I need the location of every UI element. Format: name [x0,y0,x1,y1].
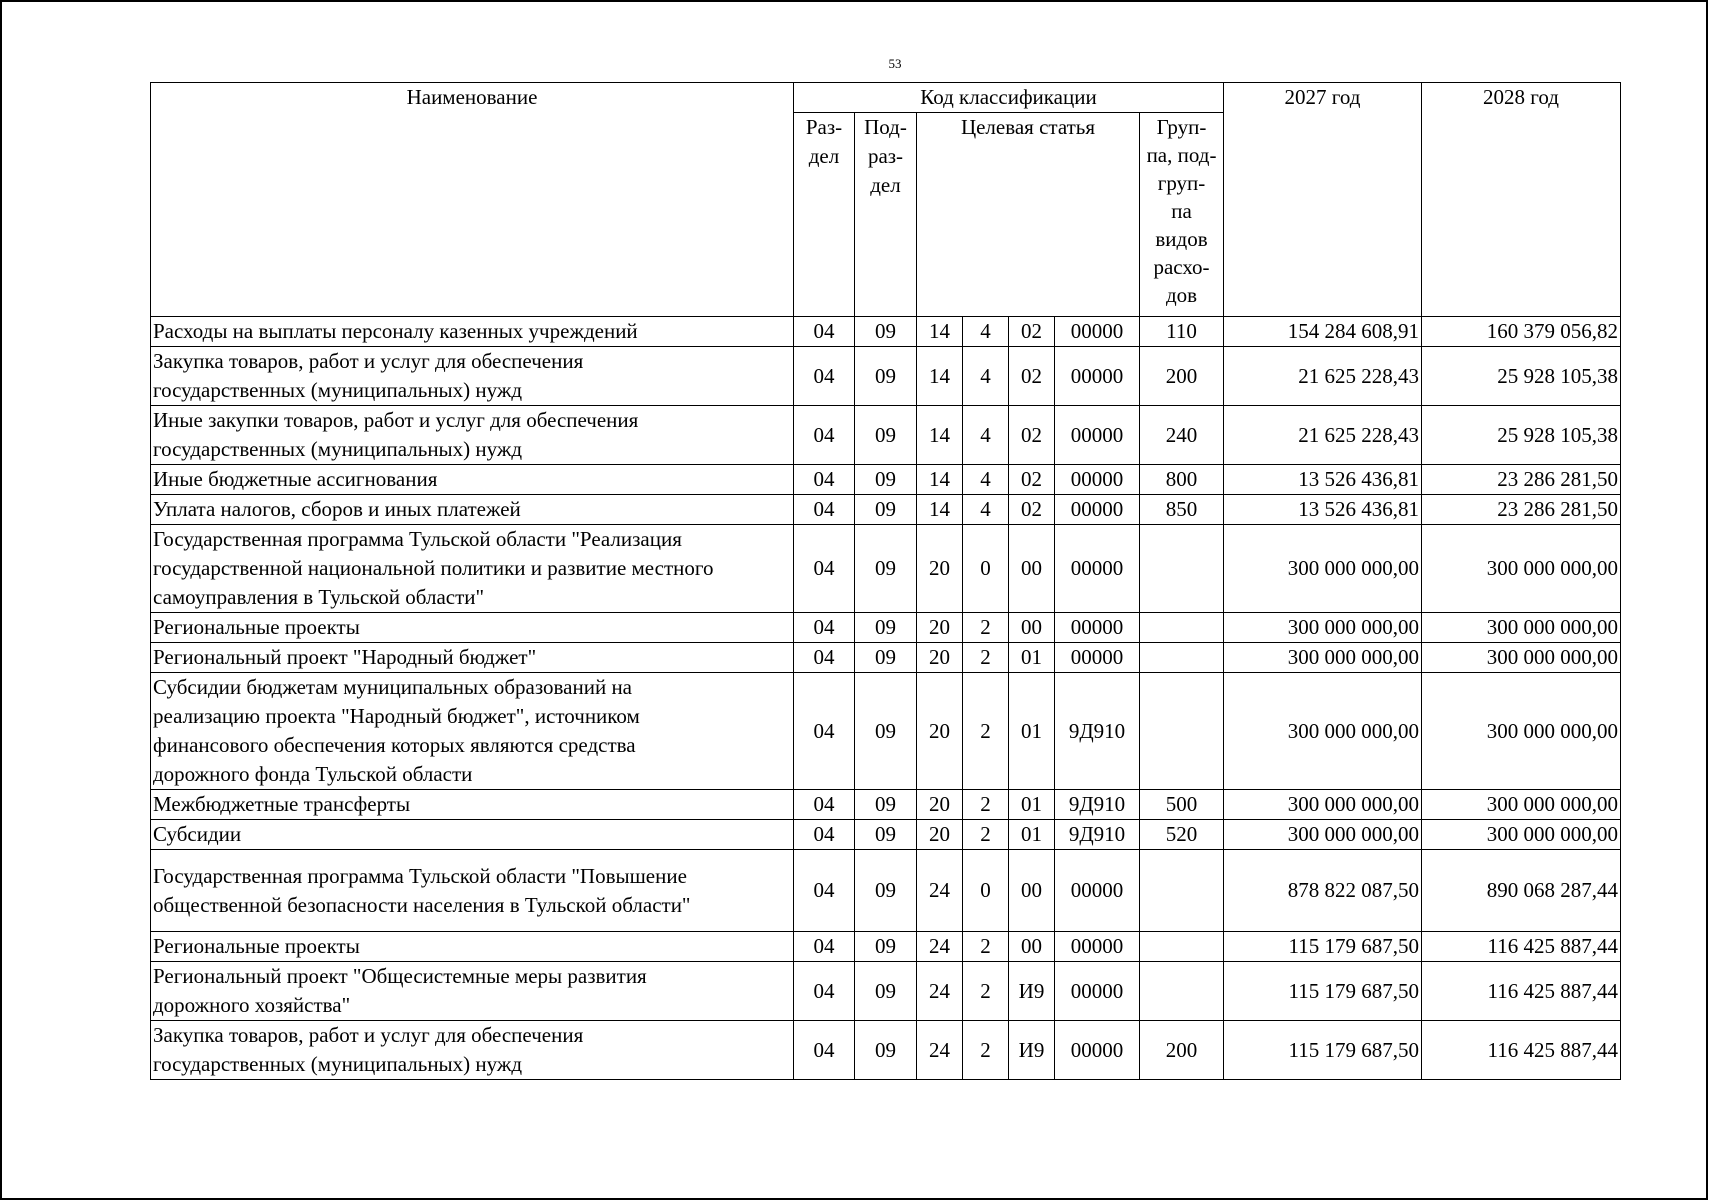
row-target-program-cell: 14 [917,317,963,347]
row-razdel-cell: 04 [794,317,855,347]
row-expense-group-cell [1140,643,1224,673]
row-2027-cell: 21 625 228,43 [1224,347,1422,406]
row-2028-cell: 23 286 281,50 [1422,465,1621,495]
row-target-program-cell: 20 [917,820,963,850]
row-target-direction-cell: 00000 [1055,1021,1140,1080]
row-expense-group-cell [1140,613,1224,643]
col-podrazdel-header: Под- раз- дел [855,113,917,317]
row-razdel-cell: 04 [794,1021,855,1080]
row-name-cell: Региональный проект "Народный бюджет" [151,643,794,673]
row-podrazdel-cell: 09 [855,525,917,613]
row-expense-group-cell [1140,962,1224,1021]
row-podrazdel-cell: 09 [855,495,917,525]
row-2027-cell: 21 625 228,43 [1224,406,1422,465]
row-2027-cell: 13 526 436,81 [1224,495,1422,525]
row-target-direction-cell: 00000 [1055,850,1140,932]
row-target-type-cell: 2 [963,932,1009,962]
row-target-subprogram-cell: 01 [1009,643,1055,673]
row-target-type-cell: 4 [963,495,1009,525]
row-target-subprogram-cell: 00 [1009,932,1055,962]
row-expense-group-cell: 240 [1140,406,1224,465]
row-podrazdel-cell: 09 [855,406,917,465]
row-razdel-cell: 04 [794,613,855,643]
row-expense-group-cell: 200 [1140,347,1224,406]
row-podrazdel-cell: 09 [855,820,917,850]
row-target-program-cell: 24 [917,850,963,932]
row-target-direction-cell: 00000 [1055,495,1140,525]
row-expense-group-cell: 200 [1140,1021,1224,1080]
table-row [151,820,1621,850]
row-expense-group-cell: 850 [1140,495,1224,525]
row-target-direction-cell: 9Д910 [1055,820,1140,850]
row-target-direction-cell: 9Д910 [1055,673,1140,790]
row-2027-cell: 300 000 000,00 [1224,525,1422,613]
row-target-direction-cell: 9Д910 [1055,790,1140,820]
row-target-program-cell: 24 [917,1021,963,1080]
row-name-cell: Субсидии бюджетам муниципальных образований на реализацию проекта "Народный бюджет", источником финансового обеспечения которых являются средства дорожного фонда Тульской области [151,673,794,790]
col-code-group-header: Код классификации [794,83,1224,113]
row-target-direction-cell: 00000 [1055,643,1140,673]
row-name-cell: Региональные проекты [151,932,794,962]
row-podrazdel-cell: 09 [855,347,917,406]
row-2027-cell: 115 179 687,50 [1224,932,1422,962]
row-target-program-cell: 20 [917,525,963,613]
row-expense-group-cell: 800 [1140,465,1224,495]
row-podrazdel-cell: 09 [855,317,917,347]
row-target-type-cell: 4 [963,465,1009,495]
row-target-type-cell: 0 [963,850,1009,932]
row-razdel-cell: 04 [794,932,855,962]
row-expense-group-cell [1140,932,1224,962]
table-row [151,465,1621,495]
row-target-subprogram-cell: 00 [1009,525,1055,613]
col-expense-group-header: Груп- па, под- груп- па видов расхо- дов [1140,113,1224,317]
table-row [151,850,1621,932]
row-2028-cell: 300 000 000,00 [1422,820,1621,850]
row-target-subprogram-cell: 02 [1009,495,1055,525]
row-target-program-cell: 20 [917,673,963,790]
row-2028-cell: 300 000 000,00 [1422,790,1621,820]
table-header [151,83,1621,317]
table-row [151,347,1621,406]
row-target-program-cell: 20 [917,790,963,820]
row-2028-cell: 300 000 000,00 [1422,673,1621,790]
row-razdel-cell: 04 [794,465,855,495]
row-target-program-cell: 14 [917,406,963,465]
row-name-cell: Иные бюджетные ассигнования [151,465,794,495]
table-row [151,673,1621,790]
row-name-cell: Уплата налогов, сборов и иных платежей [151,495,794,525]
row-2027-cell: 115 179 687,50 [1224,962,1422,1021]
row-target-direction-cell: 00000 [1055,317,1140,347]
row-2027-cell: 115 179 687,50 [1224,1021,1422,1080]
row-2027-cell: 154 284 608,91 [1224,317,1422,347]
row-podrazdel-cell: 09 [855,932,917,962]
table-body [151,317,1621,1080]
budget-table [150,82,1621,1080]
row-name-cell: Государственная программа Тульской области "Повышение общественной безопасности населения в Тульской области" [151,850,794,932]
header-row-1 [151,83,1621,113]
row-name-cell: Субсидии [151,820,794,850]
row-2028-cell: 160 379 056,82 [1422,317,1621,347]
col-name-header: Наименование [151,83,794,317]
table-row [151,962,1621,1021]
row-2028-cell: 300 000 000,00 [1422,525,1621,613]
row-target-type-cell: 4 [963,406,1009,465]
row-target-program-cell: 14 [917,465,963,495]
row-name-cell: Расходы на выплаты персоналу казенных учреждений [151,317,794,347]
row-name-cell: Закупка товаров, работ и услуг для обеспечения государственных (муниципальных) нужд [151,1021,794,1080]
row-podrazdel-cell: 09 [855,613,917,643]
row-expense-group-cell [1140,525,1224,613]
row-razdel-cell: 04 [794,643,855,673]
row-2028-cell: 116 425 887,44 [1422,932,1621,962]
row-target-subprogram-cell: И9 [1009,962,1055,1021]
table-row [151,406,1621,465]
row-2027-cell: 300 000 000,00 [1224,790,1422,820]
table-row [151,613,1621,643]
table-row [151,495,1621,525]
row-target-direction-cell: 00000 [1055,406,1140,465]
table-row [151,643,1621,673]
row-podrazdel-cell: 09 [855,850,917,932]
row-razdel-cell: 04 [794,850,855,932]
row-target-type-cell: 2 [963,790,1009,820]
row-target-direction-cell: 00000 [1055,962,1140,1021]
row-razdel-cell: 04 [794,406,855,465]
row-razdel-cell: 04 [794,820,855,850]
row-target-subprogram-cell: 01 [1009,790,1055,820]
row-expense-group-cell [1140,850,1224,932]
table-row [151,790,1621,820]
row-name-cell: Региональные проекты [151,613,794,643]
row-2027-cell: 300 000 000,00 [1224,673,1422,790]
row-razdel-cell: 04 [794,962,855,1021]
row-2028-cell: 300 000 000,00 [1422,643,1621,673]
row-target-type-cell: 4 [963,347,1009,406]
row-2028-cell: 25 928 105,38 [1422,347,1621,406]
row-target-subprogram-cell: И9 [1009,1021,1055,1080]
row-expense-group-cell: 500 [1140,790,1224,820]
table-row [151,932,1621,962]
row-target-type-cell: 2 [963,673,1009,790]
row-expense-group-cell: 110 [1140,317,1224,347]
row-target-direction-cell: 00000 [1055,465,1140,495]
row-target-program-cell: 20 [917,643,963,673]
col-2027-header: 2027 год [1224,83,1422,317]
row-target-type-cell: 2 [963,820,1009,850]
row-target-program-cell: 24 [917,962,963,1021]
row-expense-group-cell [1140,673,1224,790]
row-target-subprogram-cell: 02 [1009,317,1055,347]
page-number: 53 [888,56,902,71]
row-2027-cell: 300 000 000,00 [1224,613,1422,643]
row-podrazdel-cell: 09 [855,790,917,820]
row-target-direction-cell: 00000 [1055,347,1140,406]
row-target-type-cell: 4 [963,317,1009,347]
row-name-cell: Региональный проект "Общесистемные меры развития дорожного хозяйства" [151,962,794,1021]
row-target-type-cell: 2 [963,1021,1009,1080]
col-2028-header: 2028 год [1422,83,1621,317]
row-target-subprogram-cell: 01 [1009,673,1055,790]
row-2027-cell: 300 000 000,00 [1224,820,1422,850]
row-podrazdel-cell: 09 [855,465,917,495]
row-name-cell: Межбюджетные трансферты [151,790,794,820]
row-2028-cell: 116 425 887,44 [1422,962,1621,1021]
row-razdel-cell: 04 [794,525,855,613]
table-row [151,525,1621,613]
row-2028-cell: 25 928 105,38 [1422,406,1621,465]
row-target-program-cell: 14 [917,347,963,406]
table-row [151,1021,1621,1080]
row-target-subprogram-cell: 00 [1009,613,1055,643]
row-target-type-cell: 2 [963,643,1009,673]
row-2027-cell: 878 822 087,50 [1224,850,1422,932]
row-target-program-cell: 20 [917,613,963,643]
row-name-cell: Государственная программа Тульской области "Реализация государственной национальной политики и развитие местного самоуправления в Тульской области" [151,525,794,613]
row-name-cell: Иные закупки товаров, работ и услуг для обеспечения государственных (муниципальных) нужд [151,406,794,465]
row-target-program-cell: 14 [917,495,963,525]
row-razdel-cell: 04 [794,673,855,790]
table-row [151,317,1621,347]
row-target-type-cell: 0 [963,525,1009,613]
row-2028-cell: 890 068 287,44 [1422,850,1621,932]
row-target-program-cell: 24 [917,932,963,962]
row-target-direction-cell: 00000 [1055,525,1140,613]
row-razdel-cell: 04 [794,347,855,406]
row-razdel-cell: 04 [794,790,855,820]
row-name-cell: Закупка товаров, работ и услуг для обеспечения государственных (муниципальных) нужд [151,347,794,406]
col-razdel-header: Раз- дел [794,113,855,317]
row-target-direction-cell: 00000 [1055,613,1140,643]
row-2027-cell: 13 526 436,81 [1224,465,1422,495]
row-target-subprogram-cell: 02 [1009,347,1055,406]
row-target-subprogram-cell: 00 [1009,850,1055,932]
row-expense-group-cell: 520 [1140,820,1224,850]
row-target-subprogram-cell: 01 [1009,820,1055,850]
row-target-subprogram-cell: 02 [1009,406,1055,465]
row-target-subprogram-cell: 02 [1009,465,1055,495]
row-target-type-cell: 2 [963,962,1009,1021]
row-2028-cell: 23 286 281,50 [1422,495,1621,525]
row-razdel-cell: 04 [794,495,855,525]
row-podrazdel-cell: 09 [855,673,917,790]
row-2028-cell: 300 000 000,00 [1422,613,1621,643]
row-2027-cell: 300 000 000,00 [1224,643,1422,673]
row-target-direction-cell: 00000 [1055,932,1140,962]
row-podrazdel-cell: 09 [855,962,917,1021]
row-target-type-cell: 2 [963,613,1009,643]
row-2028-cell: 116 425 887,44 [1422,1021,1621,1080]
row-podrazdel-cell: 09 [855,643,917,673]
row-podrazdel-cell: 09 [855,1021,917,1080]
col-target-header: Целевая статья [917,113,1140,317]
